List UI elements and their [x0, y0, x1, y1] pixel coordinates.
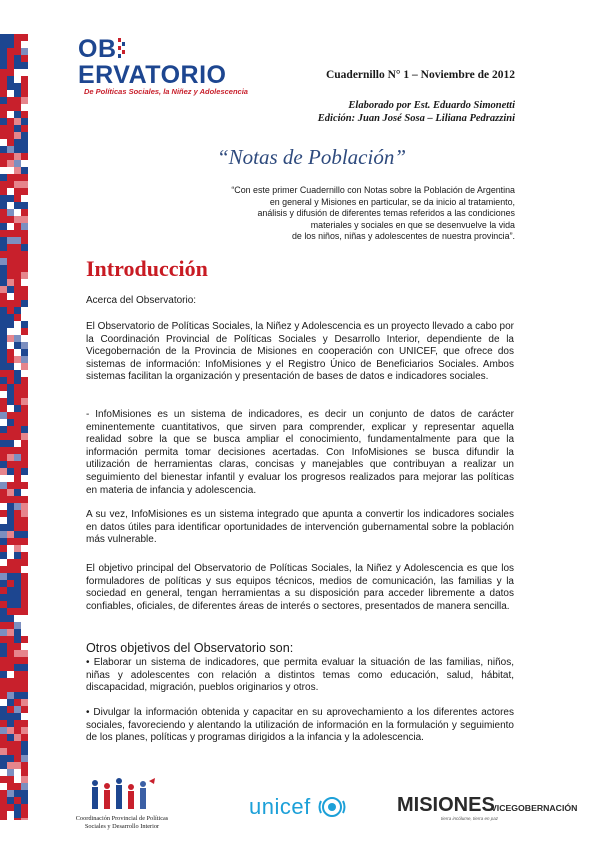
people-figures-icon	[62, 777, 182, 813]
unicef-logo-text: unicef	[249, 794, 311, 819]
quote-line: análisis y difusión de diferentes temas referidos a las condiciones	[257, 208, 515, 219]
acerca-label: Acerca del Observatorio:	[86, 295, 197, 306]
quote-line: de los niños, niñas y adolescentes de nuestra provincia”.	[292, 231, 515, 242]
paragraph-3: A su vez, InfoMisiones es un sistema integrado que apunta a convertir los indicadores sociales en datos útiles para identificar oportunidades de intervención gubernamental sobre la población más vulnerable.	[86, 509, 514, 546]
logo-stripe-mark-icon	[117, 38, 127, 58]
vicegobernacion-label: VICEGOBERNACIÓN	[491, 803, 578, 813]
logo-subtitle: De Políticas Sociales, la Niñez y Adolescencia	[84, 87, 248, 96]
issue-line: Cuadernillo N° 1 – Noviembre de 2012	[325, 69, 515, 81]
document-title: “Notas de Población”	[216, 145, 406, 169]
logo-title	[78, 36, 268, 88]
section-heading-introduccion: Introducción	[86, 256, 208, 281]
unicef-emblem-icon	[318, 795, 346, 819]
misiones-tagline: tierra incólume, tierra en paz	[441, 816, 499, 821]
quote-line: en general y Misiones en particular, se da inicio al tratamiento,	[269, 196, 515, 207]
quote-line: “Con este primer Cuadernillo con Notas sobre la Población de Argentina	[231, 185, 515, 195]
edicion: Edición: Juan José Sosa – Liliana Pedrazzini	[317, 113, 515, 124]
coordinacion-logo	[62, 777, 182, 831]
paragraph-2: - InfoMisiones es un sistema de indicadores, es decir un conjunto de datos de carácter eminentemente cuantitativos, que sirven para comprender, explicar y representar aquella realidad sobre la que se busca ampliar el conocimiento, fundamentalmente para que la información permita tomar decisiones acertadas. Con InfoMisiones se busca difundir la utilización de herramientas claras, concisas y manejables que contribuyan a realizar un seguimiento del bienestar infantil y evaluar los progresos realizados para mejorar las políticas en materia de infancia y adolescencia.	[86, 409, 514, 496]
quote-line: materiales y sociales en que se desenvuelve la vida	[310, 219, 515, 230]
otros-objetivos-heading: Otros objetivos del Observatorio son:	[86, 641, 294, 655]
misiones-logo-text: MISIONES	[397, 794, 495, 816]
observatorio-logo	[78, 36, 268, 96]
elaborado-por: Elaborado por Est. Eduardo Simonetti	[348, 100, 515, 111]
bullet-1: • Elaborar un sistema de indicadores, que permita evaluar la situación de las familias, niños, niñas y adolescentes con relación a distintos temas como educación, salud, hábitat, discapacidad, migración, pueblos originarios y otros.	[86, 657, 514, 694]
paragraph-4: El objetivo principal del Observatorio de Políticas Sociales, la Niñez y Adolescencia es que los formuladores de políticas y sus equipos técnicos, medios de comunicación, las familias y la sociedad en general, tengan herramientas a su disposición para acceder libremente a datos confiables, oficiales, de diferentes áreas de interés o sectores, presentados de manera sencilla.	[86, 563, 514, 612]
epigraph-quote	[155, 185, 515, 243]
logo-title-right: ERVATORIO	[78, 61, 227, 89]
logo-title-left: OB	[78, 35, 117, 63]
paragraph-1: El Observatorio de Políticas Sociales, la Niñez y Adolescencia es un proyecto llevado a cabo por la Coordinación Provincial de Políticas Sociales y Desarrollo Interior, dependiente de la Vicegobernación de la Provincia de Misiones en cooperación con UNICEF, que ofrece dos sistemas de información: InfoMisiones y el Registro Único de Beneficiarios Sociales. Ambos sistemas facilitan la organización y presentación de bases de datos e indicadores sociales.	[86, 321, 515, 383]
credits	[318, 99, 515, 125]
org-caption-line: Sociales y Desarrollo Interior	[84, 823, 160, 830]
org-caption-line: Coordinación Provincial de Políticas	[75, 815, 169, 822]
bullet-2: • Divulgar la información obtenida y capacitar en su aprovechamiento a los diferentes actores sociales, favoreciendo y alentando la utilización de información en la formulación y seguimiento de los planes, políticas y programas dirigidos a la infancia y la adolescencia.	[86, 707, 514, 744]
